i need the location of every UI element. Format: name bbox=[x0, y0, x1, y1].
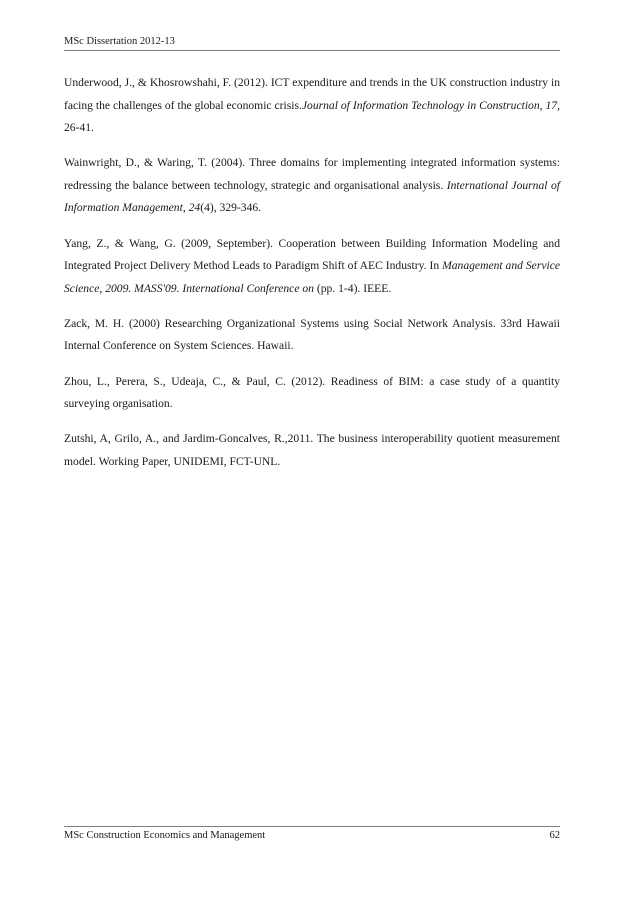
reference-text: Yang, Z., & Wang, G. (2009, September). Cooperation between Building Information Modeling and Integrated Project Delivery Method Leads to Paradigm Shift of AEC Industry. In bbox=[64, 236, 560, 273]
page-footer bbox=[64, 826, 560, 841]
reference-text: , bbox=[182, 201, 189, 215]
reference-source: International Journal of Information Management bbox=[64, 178, 561, 215]
reference-item bbox=[64, 428, 560, 473]
reference-text: Zack, M. H. (2000) Researching Organizational Systems using Social Network Analysis. 33rd Hawaii Internal Conference on System Sciences. Hawaii. bbox=[64, 316, 560, 353]
page-header bbox=[64, 36, 560, 51]
page-number: 62 bbox=[549, 830, 560, 841]
reference-pages: , 26-41. bbox=[64, 98, 560, 135]
reference-text: Zutshi, A, Grilo, A., and Jardim-Goncalves, R.,2011. The business interoperability quotient measurement model. Working Paper, UNIDEMI, FCT-UNL. bbox=[64, 432, 560, 468]
reference-volume: 17 bbox=[545, 98, 558, 112]
reference-pages: (4), 329-346. bbox=[200, 201, 262, 215]
reference-item bbox=[64, 152, 560, 220]
reference-source: Management and Service Science, 2009. MASS'09. International Conference on bbox=[64, 259, 560, 295]
reference-text: Wainwright, D., & Waring, T. (2004). Three domains for implementing integrated information systems: redressing the balance between technology, strategic and organisational analysis. bbox=[64, 156, 560, 192]
reference-source: Journal of Information Technology in Construction bbox=[301, 98, 540, 112]
reference-text: Zhou, L., Perera, S., Udeaja, C., & Paul, C. (2012). Readiness of BIM: a case study of a quantity surveying organisation. bbox=[64, 374, 560, 411]
header-title: MSc Dissertation 2012-13 bbox=[64, 36, 175, 47]
reference-text: , bbox=[539, 98, 546, 112]
footer-course: MSc Construction Economics and Management bbox=[64, 830, 266, 841]
reference-item bbox=[64, 72, 560, 140]
reference-item bbox=[64, 313, 560, 358]
reference-pages: (pp. 1-4). IEEE. bbox=[313, 281, 392, 295]
reference-item bbox=[64, 371, 560, 416]
reference-item bbox=[64, 233, 560, 301]
reference-text: Underwood, J., & Khosrowshahi, F. (2012). ICT expenditure and trends in the UK construction industry in facing the challenges of the global economic crisis. bbox=[64, 76, 560, 112]
reference-list bbox=[64, 72, 560, 486]
reference-volume: 24 bbox=[188, 201, 201, 215]
